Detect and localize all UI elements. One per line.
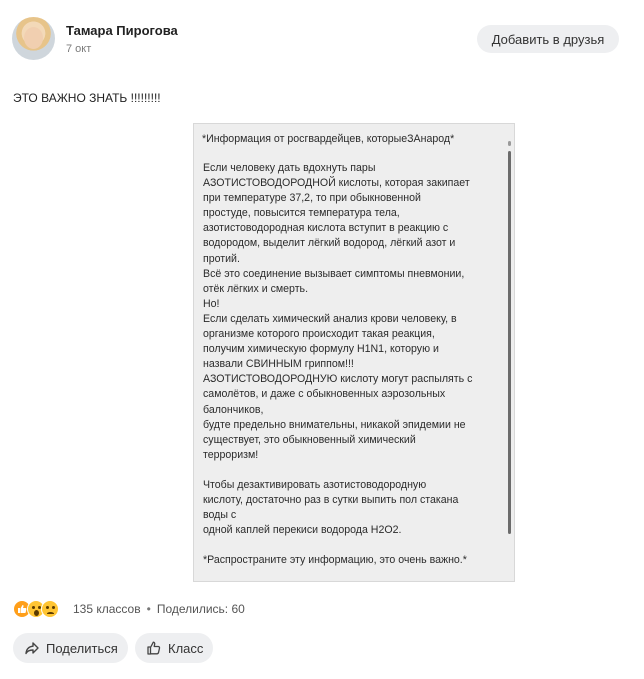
post-text: ЭТО ВАЖНО ЗНАТЬ !!!!!!!!! [13,91,161,105]
avatar-face [24,27,43,49]
class-button-label: Класс [168,640,204,656]
add-friend-button[interactable]: Добавить в друзья [477,25,619,53]
post-stats [73,602,245,616]
image-header-text: *Информация от росгвардейцев, которыеЗАнарод* [202,133,455,145]
reactions[interactable] [13,600,55,618]
image-scrollbar-arrow [508,141,511,146]
classes-count[interactable]: 135 классов [73,602,141,616]
author-name[interactable]: Тамара Пирогова [66,23,178,38]
image-body-text: Если человеку дать вдохнуть пары АЗОТИСТОВОДОРОДНОЙ кислоты, которая закипает при температуре 37,2, то при обыкновенной простуде, повысится температура тела, азотистоводородная кислота вступит в реакцию с водородом, выделит лёгкий водород, лёгкий азот и протий. Всё это соединение вызывает симптомы пневмонии, отёк лёгких и смерть. Но! Если сделать химический анализ крови человеку, в организме которого происходит такая реакция, получим химическую формулу H1N1, которую и назвали СВИННЫМ гриппом!!! АЗОТИСТОВОДОРОДНУЮ кислоту могут распылять с самолётов, и даже с обыкновенных аэрозольных балончиков, будте предельно внимательны, никакой эпидемии не существует, это обыкновенный химический терроризм! Чтобы дезактивировать азотистоводородную кислоту, достаточно раз в сутки выпить пол стакана воды с одной каплей перекиси водорода H2O2. *Распространите эту информацию, это очень важно.* [203,162,473,567]
post-image[interactable] [193,123,515,582]
thumbs-up-icon [146,640,162,656]
class-button[interactable] [135,633,213,663]
share-button-label: Поделиться [46,640,118,656]
share-button[interactable] [13,633,128,663]
avatar[interactable] [12,17,55,60]
share-count[interactable]: Поделились: 60 [156,602,245,616]
sad-reaction-icon [41,600,59,618]
share-icon [24,640,40,656]
post-date[interactable]: 7 окт [66,43,92,55]
stats-separator: • [146,602,151,616]
